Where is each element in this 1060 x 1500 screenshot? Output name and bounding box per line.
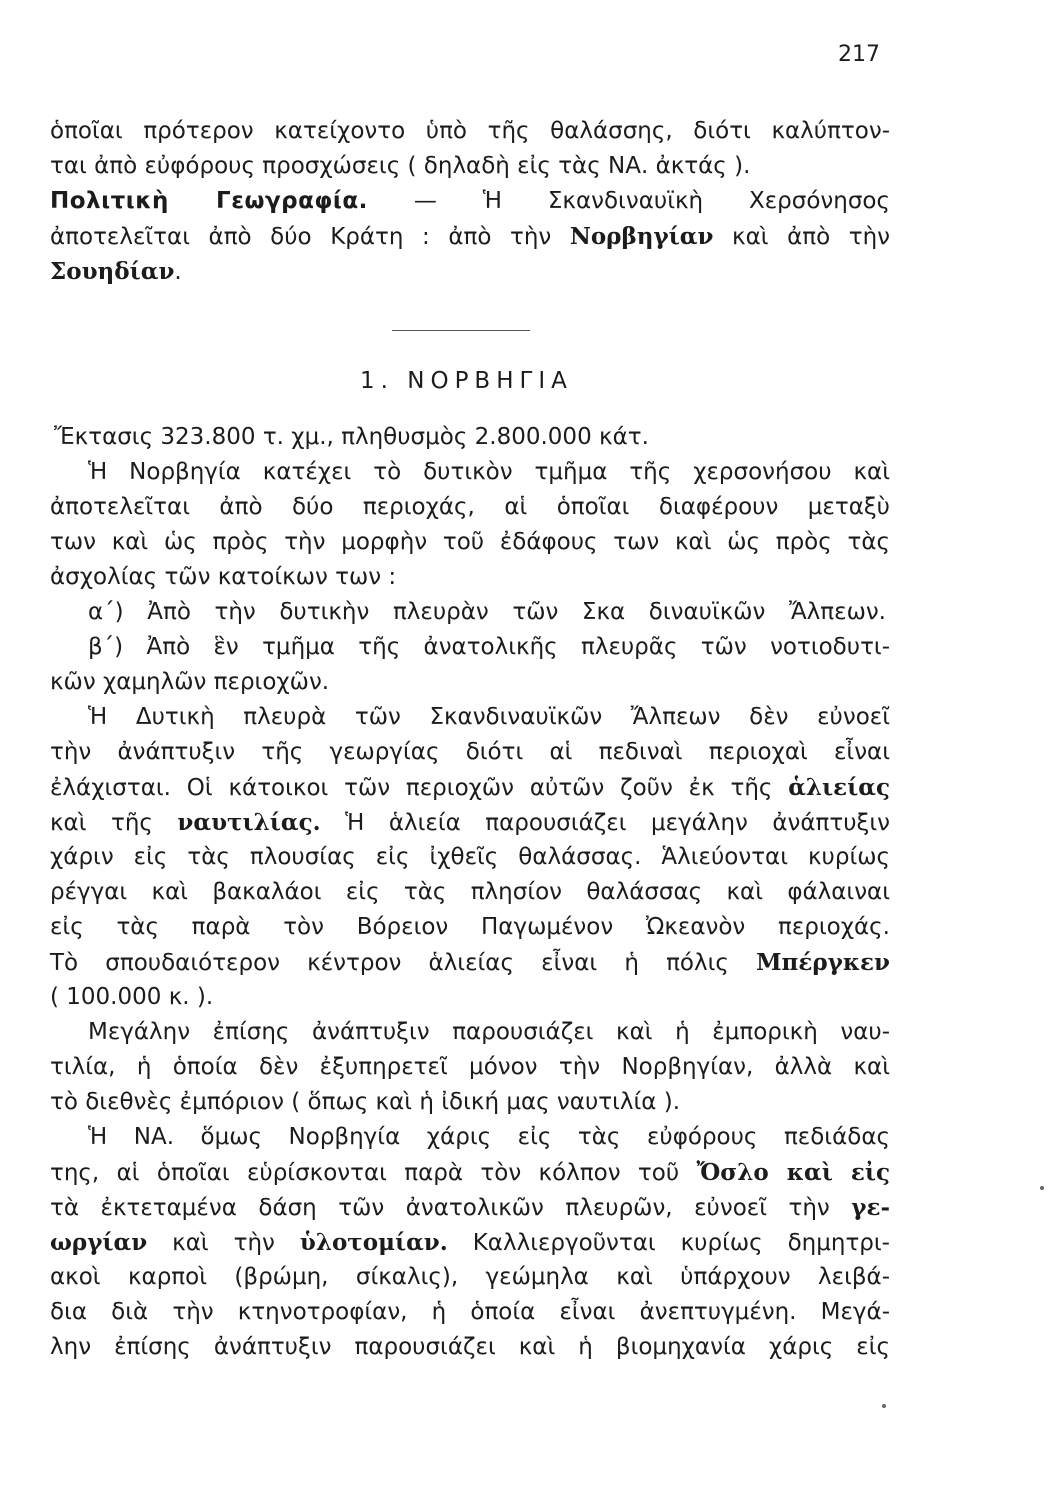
text-line: ρέγγαι καὶ βακαλάοι εἰς τὰς πλησίον θαλάσσας καὶ φάλαιναι bbox=[50, 879, 890, 905]
text-line: της, αἱ ὁποῖαι εὑρίσκονται παρὰ τὸν κόλπον τοῦ Ὄσλο καὶ εἰς bbox=[50, 1159, 890, 1186]
text-line: ἀποτελεῖται ἀπὸ δύο περιοχάς, αἱ ὁποῖαι διαφέρουν μεταξὺ bbox=[50, 494, 890, 520]
term-norway: Νορβηγίαν bbox=[569, 223, 714, 250]
text-line: Πολιτικὴ Γεωγραφία. — Ἡ Σκανδιναυϊκὴ Χερσόνησος bbox=[50, 188, 891, 214]
scan-speck bbox=[882, 1404, 886, 1408]
section-heading-political-geography: Πολιτικὴ Γεωγραφία. bbox=[50, 188, 368, 214]
text-line: β΄) Ἀπὸ ἓν τμῆμα τῆς ἀνατολικῆς πλευρᾶς τῶν νοτιοδυτι- bbox=[88, 634, 890, 660]
text-line: ται ἀπὸ εὐφόρους προσχώσεις ( δηλαδὴ εἰς τὰς ΝΑ. ἀκτάς ). bbox=[50, 153, 751, 179]
text-line: των καὶ ὡς πρὸς τὴν μορφὴν τοῦ ἐδάφους των καὶ ὡς πρὸς τὰς bbox=[50, 529, 890, 555]
text-line: α΄) Ἀπὸ τὴν δυτικὴν πλευρὰν τῶν Σκα διναυϊκῶν Ἄλπεων. bbox=[88, 599, 886, 625]
text-line: Ἔκτασις 323.800 τ. χμ., πληθυσμὸς 2.800.000 κάτ. bbox=[54, 424, 649, 450]
term-sweden: Σουηδίαν bbox=[50, 258, 175, 285]
text-line: καὶ τῆς ναυτιλίας. Ἡ ἁλιεία παρουσιάζει μεγάλην ἀνάπτυξιν bbox=[50, 809, 890, 836]
term-forestry: ὑλοτομίαν. bbox=[299, 1229, 448, 1256]
divider bbox=[392, 330, 530, 331]
text-line: τιλία, ἡ ὁποία δὲν ἐξυπηρετεῖ μόνον τὴν Νορβηγίαν, ἀλλὰ καὶ bbox=[50, 1054, 890, 1080]
term-fishing: ἁλιείας bbox=[788, 774, 890, 801]
term-agriculture-part2: ωργίαν bbox=[50, 1229, 148, 1256]
text-line: εἰς τὰς παρὰ τὸν Βόρειον Παγωμένον Ὠκεανὸν περιοχάς. bbox=[50, 914, 890, 940]
scan-speck bbox=[1040, 1186, 1044, 1190]
text-line: Μεγάλην ἐπίσης ἀνάπτυξιν παρουσιάζει καὶ ἡ ἐμπορικὴ ναυ- bbox=[88, 1019, 890, 1045]
text-line: τὴν ἀνάπτυξιν τῆς γεωργίας διότι αἱ πεδιναὶ περιοχαὶ εἶναι bbox=[50, 739, 890, 765]
text-line: τὰ ἐκτεταμένα δάση τῶν ἀνατολικῶν πλευρῶν, εὐνοεῖ τὴν γε- bbox=[50, 1194, 890, 1221]
text-line: λην ἐπίσης ἀνάπτυξιν παρουσιάζει καὶ ἡ βιομηχανία χάρις εἰς bbox=[50, 1334, 890, 1360]
text-line: Ἡ ΝΑ. ὅμως Νορβηγία χάρις εἰς τὰς εὐφόρους πεδιάδας bbox=[88, 1124, 890, 1150]
term-shipping: ναυτιλίας. bbox=[177, 809, 321, 836]
text-line: Τὸ σπουδαιότερον κέντρον ἁλιείας εἶναι ἡ πόλις Μπέργκεν bbox=[50, 949, 890, 976]
term-agriculture-part1: γε- bbox=[851, 1194, 890, 1221]
text-line: χάριν εἰς τὰς πλουσίας εἰς ἰχθεῖς θαλάσσας. Ἁλιεύονται κυρίως bbox=[50, 844, 890, 870]
text-line: Ἡ Δυτικὴ πλευρὰ τῶν Σκανδιναυϊκῶν Ἄλπεων δὲν εὐνοεῖ bbox=[88, 704, 890, 730]
section-title: 1. ΝΟΡΒΗΓΙΑ bbox=[360, 368, 573, 394]
text-line: ( 100.000 κ. ). bbox=[50, 984, 214, 1010]
term-oslo: Ὄσλο καὶ εἰς bbox=[696, 1159, 890, 1186]
text-line: ἀποτελεῖται ἀπὸ δύο Κράτη : ἀπὸ τὴν Νορβηγίαν καὶ ἀπὸ τὴν bbox=[50, 223, 890, 250]
text-line: κῶν χαμηλῶν περιοχῶν. bbox=[50, 669, 330, 695]
text-line: ωργίαν καὶ τὴν ὑλοτομίαν. Καλλιεργοῦνται κυρίως δημητρι- bbox=[50, 1229, 890, 1256]
page-number: 217 bbox=[838, 42, 880, 67]
text-line: ὁποῖαι πρότερον κατείχοντο ὑπὸ τῆς θαλάσσης, διότι καλύπτον- bbox=[50, 118, 890, 144]
text-line: ἐλάχισται. Οἱ κάτοικοι τῶν περιοχῶν αὐτῶν ζοῦν ἐκ τῆς ἁλιείας bbox=[50, 774, 890, 801]
text-line: τὸ διεθνὲς ἐμπόριον ( ὅπως καὶ ἡ ἰδική μας ναυτιλία ). bbox=[50, 1089, 681, 1115]
text-line: δια διὰ τὴν κτηνοτροφίαν, ἡ ὁποία εἶναι ἀνεπτυγμένη. Μεγά- bbox=[50, 1299, 890, 1325]
text-line: Σουηδίαν. bbox=[50, 258, 182, 285]
text-line: ἀσχολίας τῶν κατοίκων των : bbox=[50, 564, 397, 590]
term-bergen: Μπέργκεν bbox=[756, 949, 890, 976]
text-line: Ἡ Νορβηγία κατέχει τὸ δυτικὸν τμῆμα τῆς χερσονήσου καὶ bbox=[88, 459, 890, 485]
text-line: ακοὶ καρποὶ (βρώμη, σίκαλις), γεώμηλα καὶ ὑπάρχουν λειβά- bbox=[50, 1264, 890, 1290]
